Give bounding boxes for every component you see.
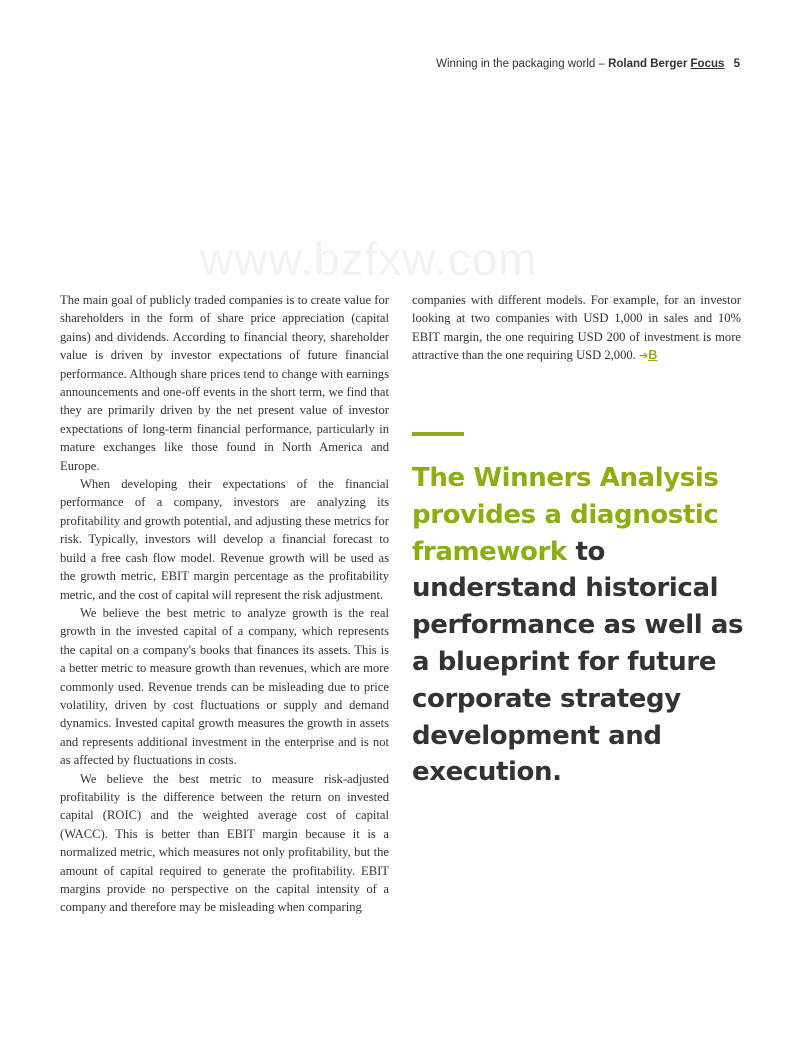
exhibit-reference-link[interactable]: B [648,348,658,363]
body-paragraph-continued [412,291,741,366]
pull-quote-rest: to understand historical performance as well as a blueprint for future corporate strategy development and execution. [412,536,744,788]
header-title: Winning in the packaging world – [436,58,609,70]
accent-divider [412,432,464,436]
body-paragraph-2: When developing their expectations of the financial performance of a company, investors are analyzing its profitability and growth potential, and adjusting these metrics for risk. Typically, investors will develop a financial forecast to build a free cash flow model. Revenue growth will be used as the growth metric, EBIT margin percentage as the profitability metric, and the cost of capital will represent the risk adjustment. [60,477,389,602]
page-number: 5 [733,58,740,70]
watermark: www.bzfxw.com [200,233,538,285]
pull-quote [412,460,752,791]
header-focus: Focus [690,58,725,70]
body-paragraph-1: The main goal of publicly traded companies is to create value for shareholders in the form of share price appreciation (capital gains) and dividends. According to financial theory, shareholder value is driven by investor expectations of future financial performance. Although share prices tend to change with earnings announcements and one-off events in the short term, we find that they are primarily driven by the net present value of investor expectations of long-term financial performance, particularly in mature exchanges like those found in North America and Europe. [60,293,389,473]
right-text-column [412,291,741,366]
header-brand: Roland Berger [608,58,688,70]
left-text-column [60,291,389,917]
arrow-right-icon: ➔ [638,349,649,363]
running-header [436,58,740,70]
body-paragraph-4: We believe the best metric to measure risk-adjusted profitability is the difference between the return on invested capital (ROIC) and the weighted average cost of capital (WACC). This is better than EBIT margin because it is a normalized metric, which measures not only profitability, but the amount of capital required to generate the profitability. EBIT margins provide no perspective on the capital intensity of a company and therefore may be misleading when comparing [60,771,389,915]
pull-quote-highlight: The Winners Analysis provides a diagnostic framework [412,463,719,567]
continued-text: companies with different models. For example, for an investor looking at two companies with USD 1,000 in sales and 10% EBIT margin, the one requiring USD 200 of investment is more attractive than the one requiring USD 2,000. [412,293,741,363]
body-paragraph-3: We believe the best metric to analyze growth is the real growth in the invested capital of a company, which represents the capital on a company's books that finances its assets. This is a better metric to measure growth than revenues, which are more commonly used. Revenue trends can be misleading due to price volatility, driven by cost fluctuations or supply and demand dynamics. Invested capital growth measures the growth in assets and represents additional investment in the enterprise and is not as affected by fluctuations in costs. [60,605,389,768]
